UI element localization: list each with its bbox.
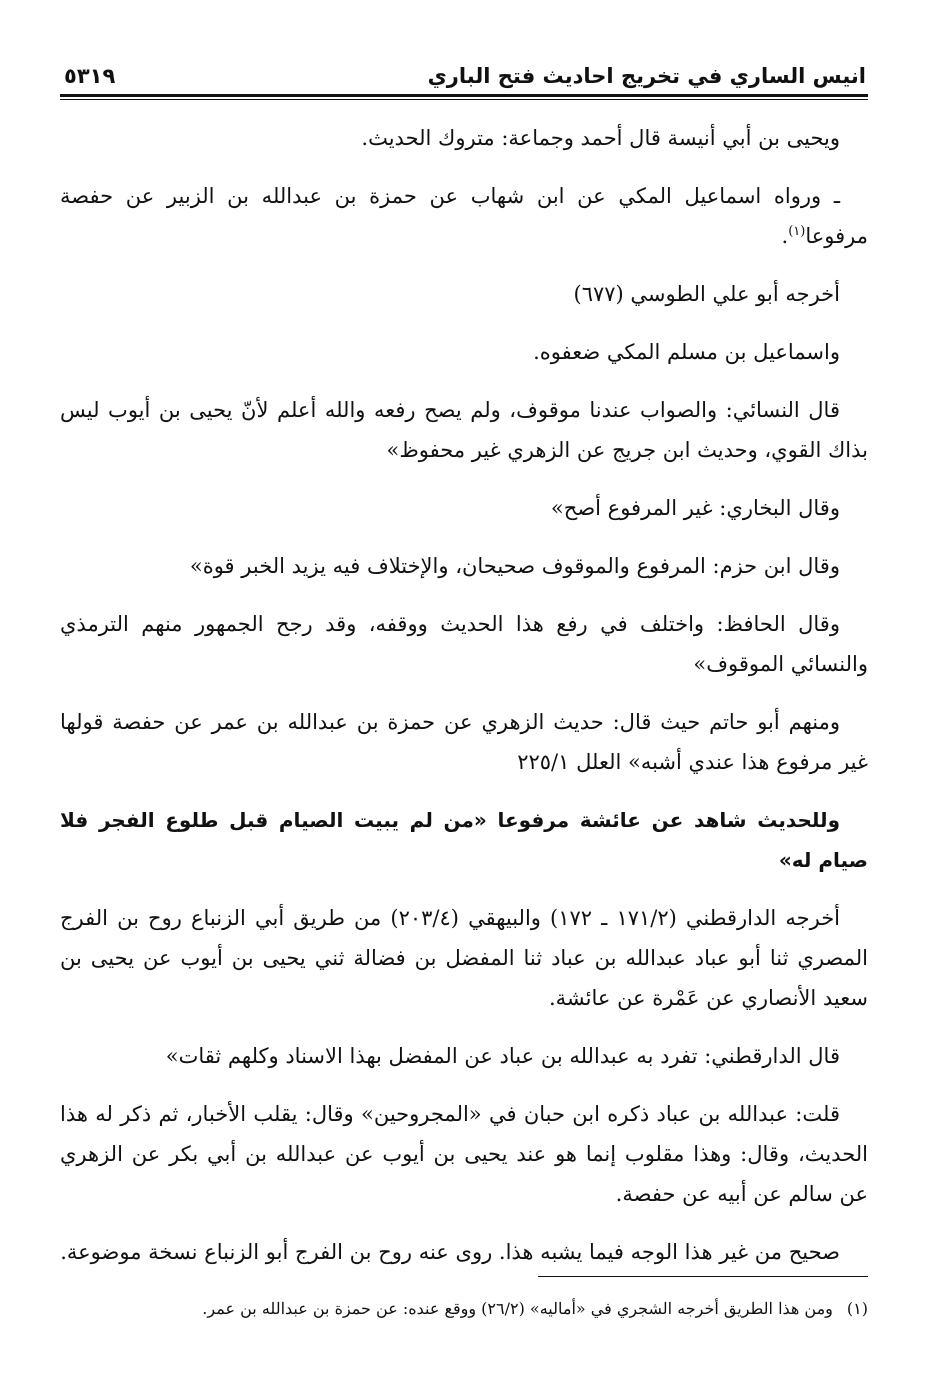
page-body xyxy=(60,118,868,1272)
running-header xyxy=(60,58,868,90)
hadith-heading: وللحديث شاهد عن عائشة مرفوعا «من لم يبيت الصيام قبل طلوع الفجر فلا صيام له» xyxy=(60,808,868,872)
footnote-ref[interactable]: (١) xyxy=(788,224,806,239)
paragraph: أخرجه الدارقطني (١٧١/٢ ـ ١٧٢) والبيهقي (٢٠٣/٤) من طريق أبي الزنباع روح بن الفرج المصري ثنا أبو عباد عبدالله بن عباد ثنا المفضل بن فضالة ثني يحيى بن أيوب عن يحيى بن سعيد الأنصاري عن عَمْرة عن عائشة. xyxy=(60,906,868,1010)
paragraph: قلت: عبدالله بن عباد ذكره ابن حبان في «المجروحين» وقال: يقلب الأخبار، ثم ذكر له هذا الحديث، وقال: وهذا مقلوب إنما هو عند يحيى بن أيوب عن عبدالله بن أبي بكر عن الزهري عن سالم عن أبيه عن حفصة. xyxy=(60,1102,868,1206)
running-title: انيس الساري في تخريج احاديث فتح الباري xyxy=(427,64,866,88)
footnote-number: (١) xyxy=(846,1299,868,1318)
paragraph: وقال البخاري: غير المرفوع أصح» xyxy=(550,496,840,520)
footnote xyxy=(60,1295,868,1323)
paragraph: واسماعيل بن مسلم المكي ضعفوه. xyxy=(533,340,840,364)
paragraph: ومنهم أبو حاتم حيث قال: حديث الزهري عن حمزة بن عبدالله بن عمر عن حفصة قولها غير مرفوع هذا عندي أشبه» العلل ٢٢٥/١ xyxy=(60,710,868,774)
paragraph: وقال الحافظ: واختلف في رفع هذا الحديث ووقفه، وقد رجح الجمهور منهم الترمذي والنسائي الموقوف» xyxy=(60,612,868,676)
paragraph: ـ ورواه اسماعيل المكي عن ابن شهاب عن حمزة بن عبدالله بن الزبير عن حفصة مرفوعا$^{(١)}$. xyxy=(60,184,868,248)
header-rule-thick xyxy=(60,94,868,97)
page xyxy=(60,58,868,1290)
paragraph: وقال ابن حزم: المرفوع والموقوف صحيحان، والإختلاف فيه يزيد الخبر قوة» xyxy=(189,554,840,578)
paragraph: أخرجه أبو علي الطوسي (٦٧٧) xyxy=(573,282,840,306)
page-number: ٥٣١٩ xyxy=(64,64,116,88)
footnote-text: ومن هذا الطريق أخرجه الشجري في «أماليه» (٢٦/٢) ووقع عنده: عن حمزة بن عبدالله بن عمر. xyxy=(202,1299,833,1318)
header-rule-thin xyxy=(60,99,868,100)
paragraph: صحيح من غير هذا الوجه فيما يشبه هذا. روى عنه روح بن الفرج أبو الزنباع نسخة موضوعة. xyxy=(60,1240,840,1264)
paragraph: ويحيى بن أبي أنيسة قال أحمد وجماعة: متروك الحديث. xyxy=(361,126,840,150)
paragraph: قال النسائي: والصواب عندنا موقوف، ولم يصح رفعه والله أعلم لأنّ يحيى بن أيوب ليس بذاك القوي، وحديث ابن جريج عن الزهري غير محفوظ» xyxy=(60,398,868,462)
footnote-rule xyxy=(538,1276,868,1277)
paragraph: قال الدارقطني: تفرد به عبدالله بن عباد عن المفضل بهذا الاسناد وكلهم ثقات» xyxy=(165,1044,840,1068)
footnotes xyxy=(60,1276,868,1323)
